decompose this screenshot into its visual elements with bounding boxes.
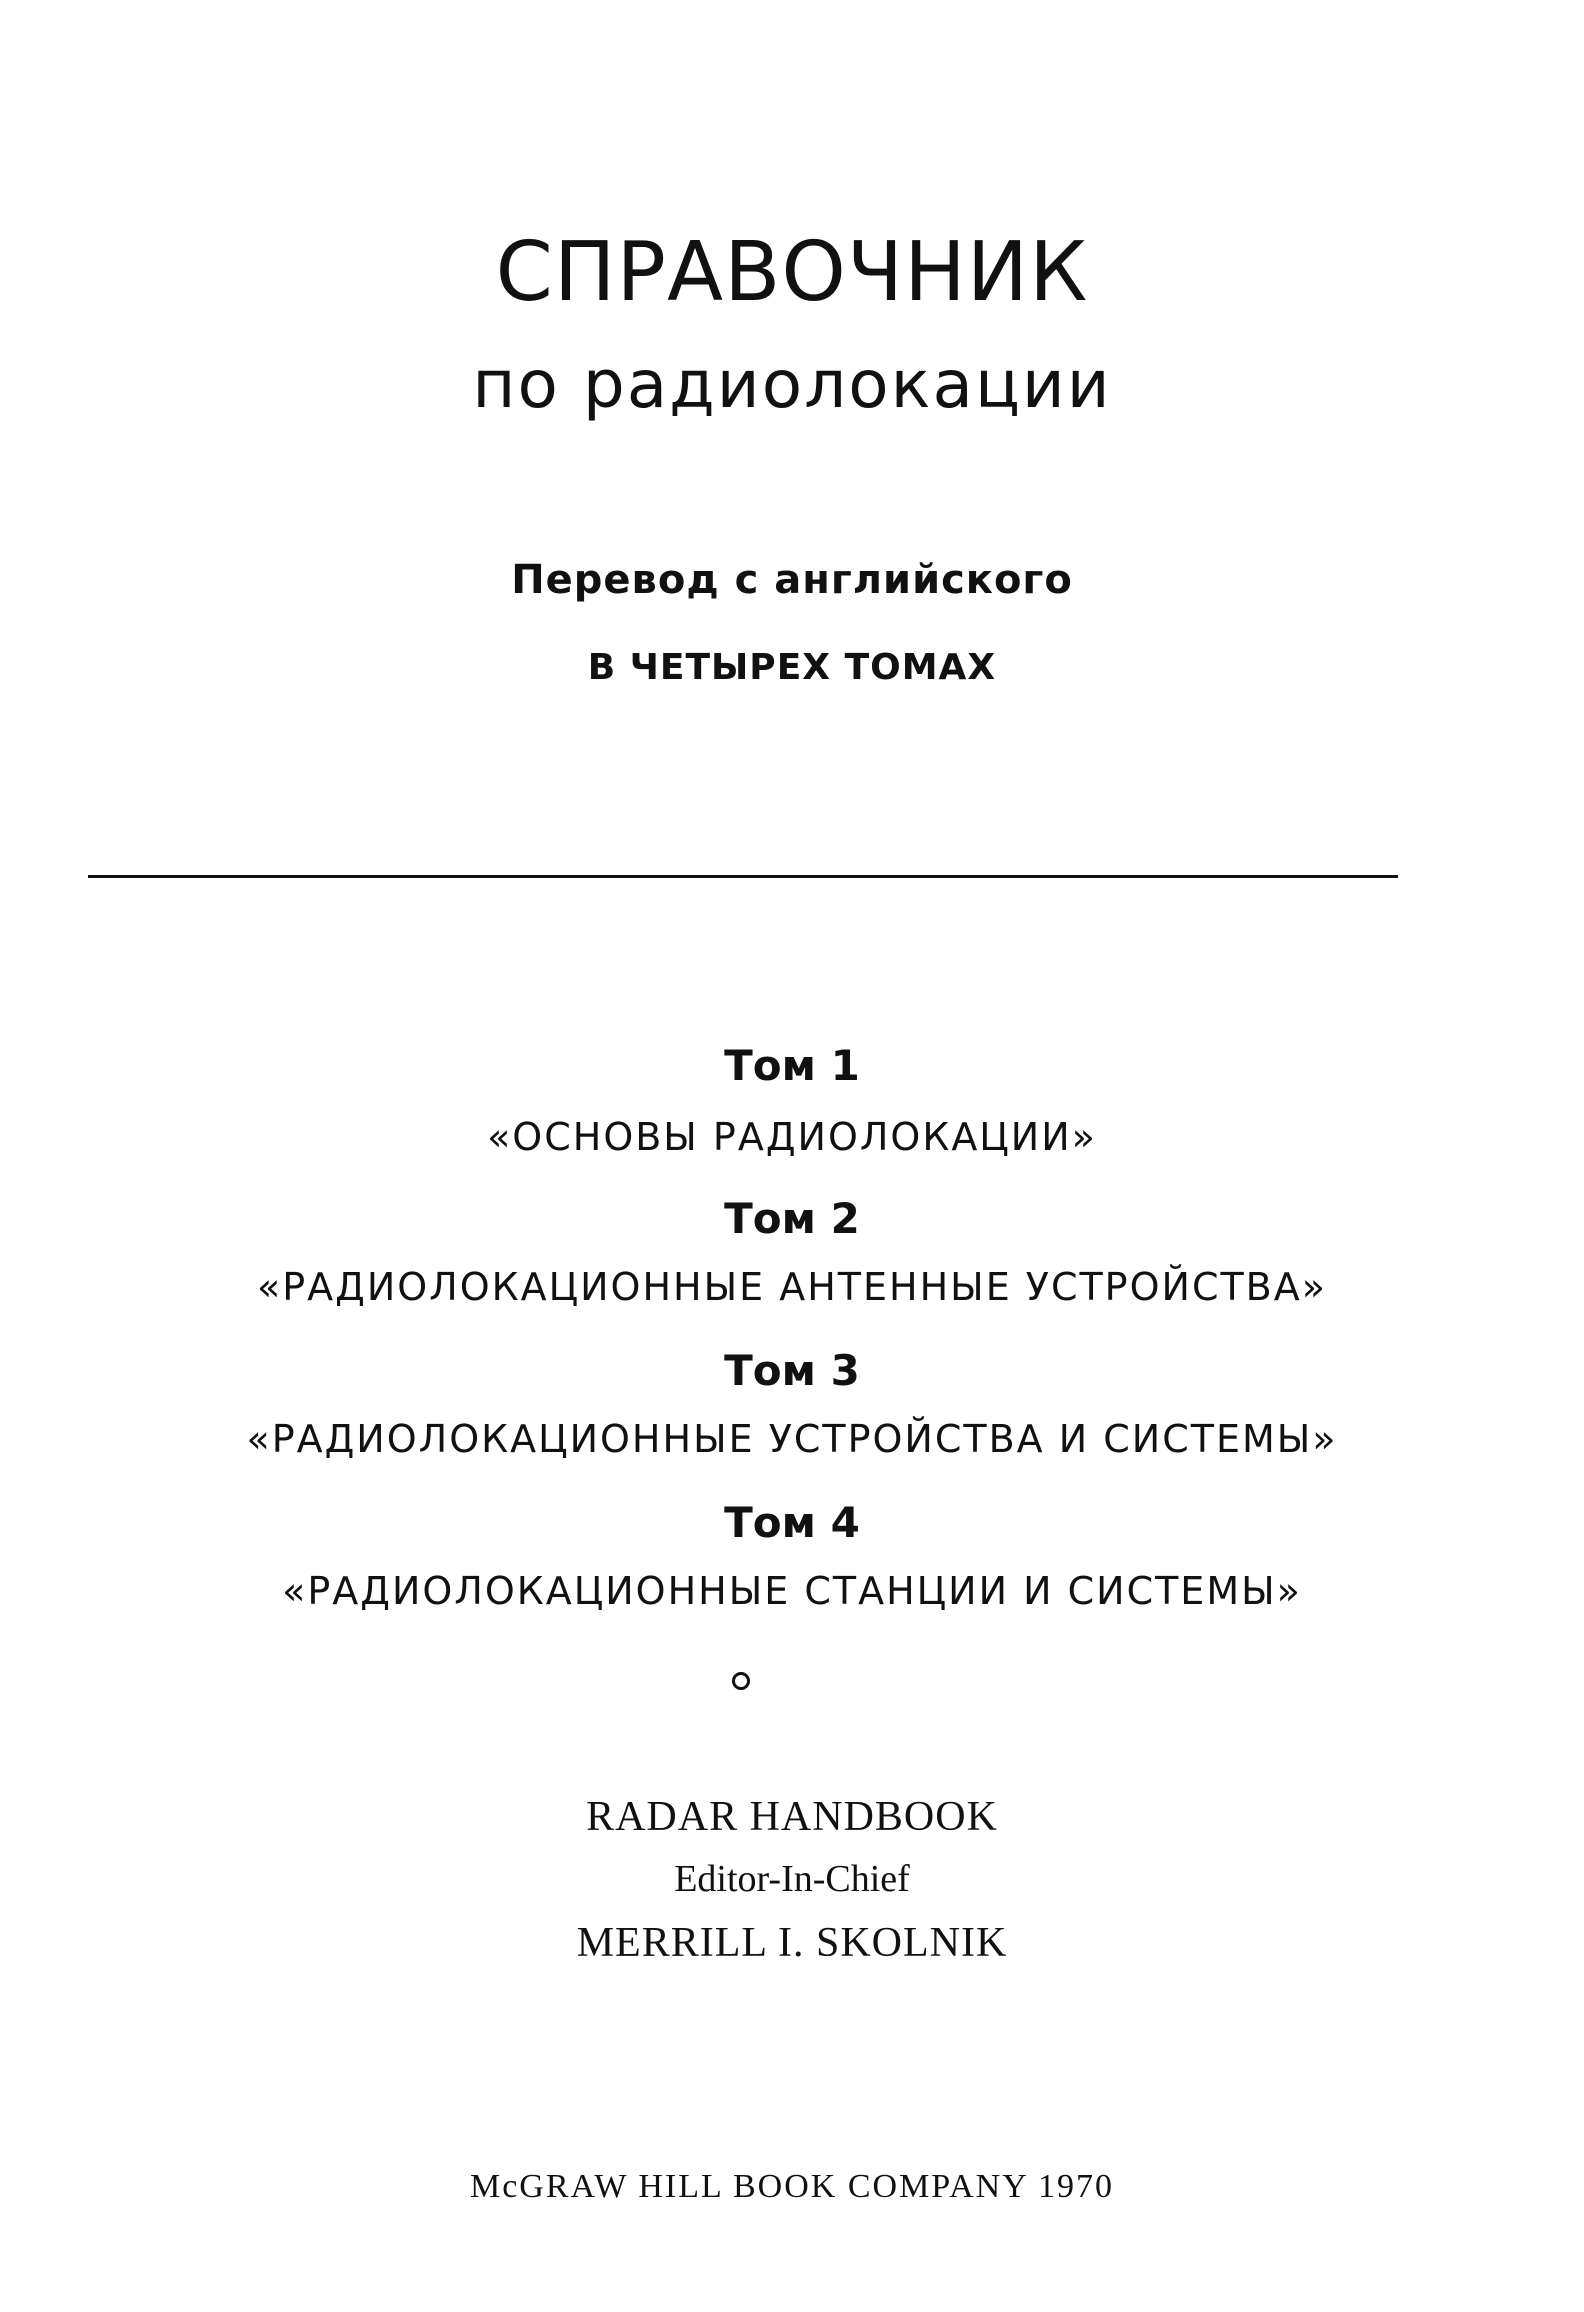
volumes-count: В ЧЕТЫРЕХ ТОМАХ <box>587 647 997 688</box>
volume-1-label: Том 1 <box>724 1041 860 1090</box>
editor-name: MERRILL I. SKOLNIK <box>576 1920 1008 1966</box>
circle-ornament-icon <box>732 1672 750 1690</box>
volume-4-title: «РАДИОЛОКАЦИОННЫЕ СТАНЦИИ И СИСТЕМЫ» <box>282 1569 1302 1613</box>
volume-4-label: Том 4 <box>724 1498 860 1547</box>
volume-1-title: «ОСНОВЫ РАДИОЛОКАЦИИ» <box>487 1115 1097 1159</box>
editor-label: Editor-In-Chief <box>674 1858 910 1900</box>
translation-note: Перевод с английского <box>511 557 1073 603</box>
book-title: СПРАВОЧНИК <box>495 225 1089 320</box>
original-title: RADAR HANDBOOK <box>586 1794 998 1840</box>
volume-2-title: «РАДИОЛОКАЦИОННЫЕ АНТЕННЫЕ УСТРОЙСТВА» <box>256 1265 1327 1309</box>
volume-3-title: «РАДИОЛОКАЦИОННЫЕ УСТРОЙСТВА И СИСТЕМЫ» <box>246 1417 1338 1461</box>
horizontal-rule <box>88 875 1398 878</box>
volume-2-label: Том 2 <box>724 1194 860 1243</box>
book-subtitle: по радиолокации <box>472 346 1112 423</box>
publisher-line: McGRAW HILL BOOK COMPANY 1970 <box>469 2168 1114 2205</box>
volume-3-label: Том 3 <box>724 1346 860 1395</box>
